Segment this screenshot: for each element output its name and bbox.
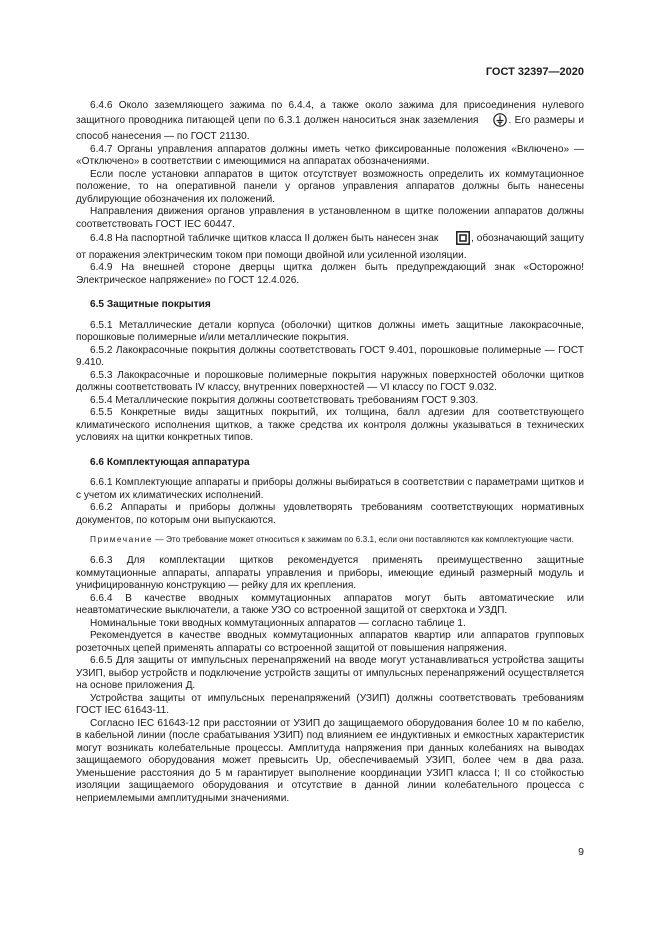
paragraph: 6.6.2 Аппараты и приборы должны удовлетворять требованиям соответствующих нормативных документов, по которым они выпускаются. bbox=[76, 502, 584, 526]
page-header: ГОСТ 32397—2020 bbox=[485, 66, 584, 78]
paragraph: Согласно IEC 61643-12 при расстоянии от УЗИП до защищаемого оборудования более 10 м по кабелю, в кабельной линии (после срабатывания УЗИП) под влиянием ее индуктивных и емкостных характеристик могут возникать колебательные процессы. Амплитуда напряжения при данных колебаниях на выводах защищаемого оборудования может превысить Up, обеспечиваемый УЗИП, более чем в два раза. Уменьшение расстояния до 5 м гарантирует выполнение координации УЗИП класса I; II со стойкостью изоляции защищаемого оборудования и отсутствие в данной линии колебательного процесса с неприемлемыми амплитудными значениями. bbox=[76, 717, 584, 804]
ground-icon bbox=[479, 113, 507, 132]
paragraph: 6.6.5 Для защиты от импульсных перенапряжений на вводе могут устанавливаться устройства защиты УЗИП, выбор устройств и подключение устройств защиты от импульсных перенапряжений осуществляется на основе приложения Д. bbox=[76, 655, 584, 691]
paragraph: 6.5.4 Металлические покрытия должны соответствовать требованиям ГОСТ 9.303. bbox=[90, 394, 479, 406]
paragraph: Если после установки аппаратов в щиток отсутствует возможность определить их коммутационное положение, то на оперативной панели у органов управления аппаратов должны быть нанесены дублирующие обозначения их положений. bbox=[76, 168, 584, 205]
paragraph: Направления движения органов управления в установленном в щитке положении аппаратов должны соответствовать ГОСТ IEC 60447. bbox=[76, 206, 584, 230]
paragraph: 6.5.3 Лакокрасочные и порошковые полимерные покрытия наружных поверхностей оболочки щитков должны соответствовать IV классу, внутренних поверхностей — VI классу по ГОСТ 9.032. bbox=[76, 369, 584, 393]
note: Примечание — Это требование может относиться к зажимам по 6.3.1, если они поставляются как комплектующие части. bbox=[90, 534, 574, 544]
paragraph: 6.4.6 Около заземляющего зажима по 6.4.4, а также около зажима для присоединения нулевого защитного проводника питающей цепи по 6.3.1 должен наноситься знак заземления . Его размеры и способ нанесения — по ГОСТ 21130. bbox=[76, 100, 585, 142]
paragraph: 6.4.8 На паспортной табличке щитков класса II должен быть нанесен знак , обозначающий защиту от поражения электрическим током при помощи двойной или усиленной изоляции. bbox=[76, 233, 584, 261]
double-insulation-icon bbox=[442, 231, 470, 250]
document-body bbox=[76, 100, 584, 805]
paragraph: 6.5.2 Лакокрасочные покрытия должны соответствовать ГОСТ 9.401, порошковые полимерные — ГОСТ 9.410. bbox=[76, 344, 584, 368]
paragraph: 6.4.9 На внешней стороне дверцы щитка должен быть предупреждающий знак «Осторожно! Электрическое напряжение» по ГОСТ 12.4.026. bbox=[76, 262, 584, 286]
paragraph: 6.6.1 Комплектующие аппараты и приборы должны выбираться в соответствии с параметрами щитков и с учетом их климатических исполнений. bbox=[76, 477, 584, 501]
section-heading: 6.6 Комплектующая аппаратура bbox=[90, 456, 250, 468]
paragraph: 6.5.5 Конкретные виды защитных покрытий, их толщина, балл адгезии для соответствующего климатического исполнения щитков, а также средства их контроля должны указываться в технических условиях на щитки конкретных типов. bbox=[76, 407, 584, 443]
paragraph: Рекомендуется в качестве вводных коммутационных аппаратов квартир или аппаратов групповых розеточных цепей применять аппараты со встроенной защитой от повышения напряжения. bbox=[76, 630, 584, 654]
paragraph: 6.4.7 Органы управления аппаратов должны иметь четко фиксированные положения «Включено» — «Отключено» в соответствии с имеющимися на аппаратах обозначениями. bbox=[76, 143, 584, 167]
paragraph: Номинальные токи вводных коммутационных аппаратов — согласно таблице 1. bbox=[90, 617, 466, 629]
paragraph: 6.5.1 Металлические детали корпуса (оболочки) щитков должны иметь защитные лакокрасочные, порошковые полимерные и/или металлические покрытия. bbox=[76, 319, 584, 343]
paragraph: Устройства защиты от импульсных перенапряжений (УЗИП) должны соответствовать требованиям ГОСТ IEC 61643-11. bbox=[76, 692, 584, 716]
section-heading: 6.5 Защитные покрытия bbox=[90, 299, 211, 310]
note-label: Примечание bbox=[90, 534, 154, 544]
paragraph: 6.6.3 Для комплектации щитков рекомендуется применять преимущественно защитные коммутационные аппараты, аппараты управления и приборы, имеющие единый размерный модуль и унифицированную конструкцию — рейку для их крепления. bbox=[76, 555, 584, 591]
page-number: 9 bbox=[578, 846, 584, 858]
paragraph: 6.6.4 В качестве вводных коммутационных аппаратов могут быть автоматические или неавтоматические выключатели, а также УЗО со встроенной защитой от сверхтока и УЗДП. bbox=[76, 592, 584, 616]
